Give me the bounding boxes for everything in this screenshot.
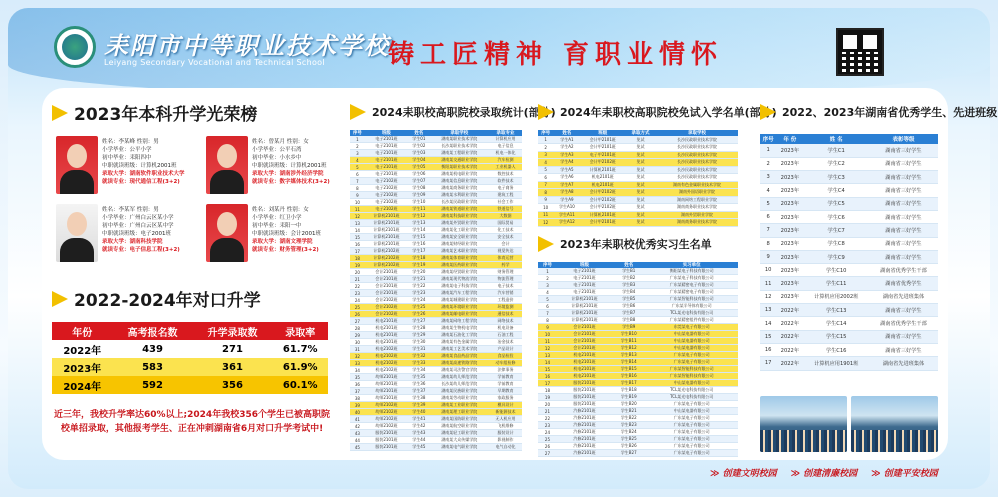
table-header-cell: 录取专业: [489, 130, 522, 136]
table-row: 14 2022年 学生C14 湖南省优秀学生干部: [760, 317, 938, 330]
table-row: 5 计算机2101班 学生B5 广东某智能科技有限公司: [538, 296, 738, 303]
flag-icon: [760, 104, 776, 120]
table-row: 4 2023年 学生C4 湖南省三好学生: [760, 184, 938, 197]
footer-slogan: ≫ 创建平安校园: [871, 466, 938, 479]
table-row: 23 会计2101班 学生23 湖南某汽车工程学院 汽车营销: [350, 290, 522, 297]
table-header-cell: 序号: [538, 262, 557, 268]
table-row: 7 电子2102班 学生07 湖南某信息职业学院 软件技术: [350, 178, 522, 185]
table-row: 39 幼师2102班 学生39 湖南某工业职业学院 模具设计: [350, 402, 522, 409]
group-photos: [760, 396, 938, 452]
table-row: 3 2023年 学生C3 湖南省三好学生: [760, 171, 938, 184]
school-logo: [54, 26, 96, 68]
student-photo: [206, 204, 248, 262]
table-row: 9 会计2101班 学生B9 东莞某电子有限公司: [538, 324, 738, 331]
exam-summary: 近三年，我校升学率达60%以上;2024年我校356个学生已被高职院校单招录取，其他报考学生、正在冲刺湖南省6月对口升学考试中!: [54, 410, 330, 434]
qr-code: [836, 28, 884, 76]
table-row: 3 电子2101班 学生B3 广东某精密电子有限公司: [538, 282, 738, 289]
exam-row: 2022年 439 271 61.7%: [52, 340, 328, 358]
table-row: 12 学生A12 会计甲2101班 免试 湖南商务职业技术学院: [538, 219, 738, 227]
table-row: 2 学生A2 会计甲2101班 免试 长沙民政职业技术学院: [538, 144, 738, 152]
student-info: 姓名：李某军 性别：男 小学毕业：广州白云区某小学 初中毕业：广州白云区某中学 中职就读班级：电子2001班 录取大学：湖南科技学院 就读专业：电子信息工程(3+2): [102, 207, 180, 253]
table-row: 15 2022年 学生C15 湖南省三好学生: [760, 330, 938, 343]
table-row: 6 计算机2101班 学生B6 广东某半导体有限公司: [538, 303, 738, 310]
table-row: 16 2022年 学生C16 湖南省三好学生: [760, 343, 938, 356]
table-row: 4 电子2101班 学生04 湖南某交通职业学院 汽车检测: [350, 157, 522, 164]
flag-icon: [52, 105, 68, 121]
table-row: 11 2023年 学生C11 湖南省优秀学生: [760, 277, 938, 290]
table-row: 3 学生A3 电子甲2101班 免试 长沙民政职业技术学院: [538, 151, 738, 159]
table-header-cell: 姓名: [408, 130, 430, 136]
table-row: 1 2023年 学生C1 湖南省三好学生: [760, 144, 938, 157]
table-row: 17 服装2101班 学生B17 中山某电器有限公司: [538, 380, 738, 387]
table-row: 21 会计2101班 学生21 湖南某现代物流学院 物流管理: [350, 276, 522, 283]
honors-table: [760, 134, 938, 371]
table-row: 28 机电2101班 学生28 湖南某生物机电学院 机电设备: [350, 325, 522, 332]
table-row: 10 学生A10 会计甲2102班 免试 湖南商务职业技术学院: [538, 204, 738, 212]
table-row: 11 会计2101班 学生B11 中山某电器有限公司: [538, 338, 738, 345]
table-row: 10 电子2102班 学生10 长沙某民政职业学院 社会工作: [350, 199, 522, 206]
table-row: 17 计算机2102班 学生17 湖南某艺术职业学院 视觉传达: [350, 248, 522, 255]
table-row: 1 电子2101班 学生B1 衡阳某电子科技有限公司: [538, 268, 738, 275]
table-row: 6 2023年 学生C6 湖南省三好学生: [760, 210, 938, 223]
table-row: 9 电子2102班 学生09 湖南某水利职业学院 建筑工程: [350, 192, 522, 199]
flag-icon: [538, 104, 554, 120]
flag-icon: [350, 104, 366, 120]
table-row: 2 2023年 学生C2 湖南省三好学生: [760, 157, 938, 170]
table-row: 4 电子2101班 学生B4 广东某精密电子有限公司: [538, 289, 738, 296]
flag-icon: [538, 236, 554, 252]
table-row: 12 2023年 计算机应用2002班 湖南省先进班集体: [760, 290, 938, 303]
slogan: 铸工匠精神 育职业情怀: [388, 40, 724, 70]
table-row: 17 2022年 计算机应用1901班 湖南省先进班集体: [760, 357, 938, 370]
table-row: 25 会计2102班 学生25 湖南某环境职业学院 环境监测: [350, 304, 522, 311]
table-row: 32 机电2102班 学生32 湖南某食品药品学院 食品检验: [350, 353, 522, 360]
table-row: 22 汽修2101班 学生B22 广东某电子有限公司: [538, 415, 738, 422]
student-info: 姓名：曾某月 性别：女 小学毕业：公平石湾 初中毕业：小水乡中 中职就读班级：计算机2001班 录取大学：湖南涉外经济学院 就读专业：数字媒体技术(3+2): [252, 139, 330, 185]
table-row: 19 计算机2102班 学生19 湖南某医药职业学院 药学: [350, 262, 522, 269]
table-row: 12 计算机2101班 学生12 湖南某科技职业学院 大数据: [350, 213, 522, 220]
table-header-cell: 序号: [538, 130, 553, 136]
group-photo: [851, 396, 938, 452]
group-photo: [760, 396, 847, 452]
student-info: 姓名：刘某丹 性别：女 小学毕业：红卫小学 初中毕业：耒阳一中 中职就读班级：会计2001班 录取大学：湖南文理学院 就读专业：财务管理(3+2): [252, 207, 321, 253]
admission-stats-title: 2024耒职校高职院校录取统计(部分): [350, 104, 556, 120]
footer-slogans: [710, 466, 938, 479]
table-row: 21 汽修2101班 学生B21 中山某电器有限公司: [538, 408, 738, 415]
intern-title: 2023年耒职校优秀实习生名单: [538, 236, 712, 252]
table-header-cell: 班级: [557, 262, 612, 268]
exam-header-cell: 录取率: [272, 322, 328, 340]
exam-title: 2022-2024年对口升学: [52, 286, 261, 311]
table-row: 9 2023年 学生C9 湖南省三好学生: [760, 250, 938, 263]
intern-table: [538, 262, 738, 457]
exemption-table: [538, 130, 738, 227]
table-row: 35 幼师2101班 学生35 湖南某幼儿师范学院 学前教育: [350, 374, 522, 381]
table-row: 6 电子2101班 学生06 湖南某机电职业学院 数控技术: [350, 171, 522, 178]
table-header-cell: 姓 名: [803, 134, 869, 144]
table-header-cell: 姓名: [612, 262, 645, 268]
table-row: 31 机电2102班 学生31 湖南某工艺美术学院 产品设计: [350, 346, 522, 353]
table-row: 25 汽修2101班 学生B25 广东某电子有限公司: [538, 436, 738, 443]
table-row: 16 机电2101班 学生B16 广东某智能科技有限公司: [538, 373, 738, 380]
table-header-cell: 实习单位: [645, 262, 738, 268]
table-row: 34 机电2102班 学生34 湖南某司法警官学院 法律事务: [350, 367, 522, 374]
exam-header-cell: 升学录取数: [193, 322, 273, 340]
table-row: 38 幼师2101班 学生38 湖南某劳动职业学院 家政服务: [350, 395, 522, 402]
table-row: 20 服装2101班 学生B20 广东某电子有限公司: [538, 401, 738, 408]
table-header-cell: 录取学校: [656, 130, 738, 136]
table-row: 8 电子2102班 学生08 湖南某商务职业学院 电子商务: [350, 185, 522, 192]
student-card: [56, 136, 196, 194]
table-row: 8 2023年 学生C8 湖南省三好学生: [760, 237, 938, 250]
exam-header-cell: 年份: [52, 322, 113, 340]
flag-icon: [52, 291, 68, 307]
table-row: 6 学生A6 机电2101班 免试 长沙民政职业技术学院: [538, 174, 738, 182]
table-row: 4 学生A4 会计甲2102班 免试 长沙民政职业技术学院: [538, 159, 738, 167]
table-row: 18 服装2101班 学生B18 TCL某光电科技有限公司: [538, 387, 738, 394]
table-row: 27 机电2101班 学生27 湖南某网络工程学院 网络技术: [350, 318, 522, 325]
table-header-cell: 姓名: [553, 130, 580, 136]
header: [0, 0, 998, 84]
table-row: 2 电子2101班 学生B2 广东某电子科技有限公司: [538, 275, 738, 282]
student-photo: [206, 136, 248, 194]
honors-title: 2022、2023年湖南省优秀学生、先进班级: [760, 104, 997, 120]
table-row: 7 学生A7 机电2101班 免试 湖南有色金属职业技术学院: [538, 181, 738, 189]
table-row: 11 电子2102班 学生11 湖南某铁道职业学院 铁道信号: [350, 206, 522, 213]
table-row: 40 幼师2102班 学生40 湖南某理工职业学院 新能源技术: [350, 409, 522, 416]
exam-row: 2023年 583 361 61.9%: [52, 358, 328, 376]
table-row: 24 会计2102班 学生24 湖南某城建职业学院 工程造价: [350, 297, 522, 304]
table-row: 1 电子2101班 学生01 湖南某职业技术学院 计算机应用: [350, 136, 522, 143]
table-row: 7 2023年 学生C7 湖南省三好学生: [760, 224, 938, 237]
table-header-cell: 表彰等级: [869, 134, 938, 144]
table-row: 14 计算机2101班 学生14 湖南某化工职业学院 化工技术: [350, 227, 522, 234]
student-card: [56, 204, 196, 262]
table-row: 5 2023年 学生C5 湖南省三好学生: [760, 197, 938, 210]
table-row: 10 2023年 学生C10 湖南省优秀学生干部: [760, 264, 938, 277]
table-row: 26 会计2102班 学生26 湖南某邮电职业学院 通信技术: [350, 311, 522, 318]
table-row: 20 会计2101班 学生20 湖南某经贸职业学院 财务管理: [350, 269, 522, 276]
table-header-cell: 录取学校: [430, 130, 489, 136]
table-header-cell: 序号: [760, 134, 776, 144]
table-header-cell: 班级: [580, 130, 625, 136]
table-row: 43 服装2101班 学生43 湖南某轻工职业学院 服装设计: [350, 430, 522, 437]
table-header-cell: 序号: [350, 130, 365, 136]
student-info: 姓名：李某峰 性别：男 小学毕业：公平小学 初中毕业：耒阳四中 中职就读班级：计算机2001班 录取大学：湖南软件职业技术大学 就读专业：现代通信工程(3+2): [102, 139, 185, 185]
table-row: 44 服装2101班 学生44 湖南某大众传媒学院 影视制作: [350, 437, 522, 444]
table-row: 12 会计2101班 学生B12 中山某电器有限公司: [538, 345, 738, 352]
table-header-cell: 年 份: [776, 134, 803, 144]
student-photo: [56, 136, 98, 194]
exam-header-cell: 高考报名数: [113, 322, 193, 340]
table-row: 27 汽修2101班 学生B27 广东某电子有限公司: [538, 450, 738, 457]
table-row: 41 幼师2102班 学生41 湖南某国防职业学院 无人机应用: [350, 416, 522, 423]
table-row: 5 电子2101班 学生05 衡阳某职业技术学院 工业机器人: [350, 164, 522, 171]
table-row: 33 机电2102班 学生33 湖南某高速铁路学院 动车组检修: [350, 360, 522, 367]
table-row: 13 机电2101班 学生B13 广东某电子有限公司: [538, 352, 738, 359]
school-name-english: Leiyang Secondary Vocational and Technical School: [104, 58, 325, 67]
table-row: 2 电子2101班 学生02 长沙某职业技术学院 电子信息: [350, 143, 522, 150]
honor-title: 2023年本科升学光荣榜: [52, 100, 257, 125]
table-row: 7 计算机2101班 学生B7 TCL某光电科技有限公司: [538, 310, 738, 317]
table-row: 23 汽修2101班 学生B23 广东某电子有限公司: [538, 422, 738, 429]
table-row: 24 汽修2101班 学生B24 广东某电子有限公司: [538, 429, 738, 436]
school-name: 耒阳市中等职业技术学校: [104, 31, 390, 60]
exam-table: [52, 322, 328, 394]
table-row: 15 机电2101班 学生B15 广东某智能科技有限公司: [538, 366, 738, 373]
table-row: 10 会计2101班 学生B10 中山某电器有限公司: [538, 331, 738, 338]
exemption-title: 2024年耒职校高职院校免试入学名单(部分): [538, 104, 777, 120]
table-header-cell: 班级: [365, 130, 408, 136]
table-row: 19 服装2101班 学生B19 TCL某光电科技有限公司: [538, 394, 738, 401]
student-photo: [56, 204, 98, 262]
table-row: 15 计算机2101班 学生15 湖南某安全职业学院 安全技术: [350, 234, 522, 241]
table-row: 45 服装2101班 学生45 湖南某电气职业学院 电气自动化: [350, 444, 522, 451]
table-row: 30 机电2101班 学生30 湖南某有色金属学院 冶金技术: [350, 339, 522, 346]
table-row: 29 机电2101班 学生29 湖南某石油化工学院 石油工程: [350, 332, 522, 339]
table-row: 26 汽修2101班 学生B26 广东某电子有限公司: [538, 443, 738, 450]
table-header-cell: 录取方式: [625, 130, 656, 136]
table-row: 18 计算机2102班 学生18 湖南某体育职业学院 体育运营: [350, 255, 522, 262]
table-row: 8 计算机2101班 学生B8 广东某精密组件有限公司: [538, 317, 738, 324]
table-row: 36 幼师2101班 学生36 长沙某幼儿师范学院 学前教育: [350, 381, 522, 388]
table-row: 42 幼师2102班 学生42 湖南某航空职业学院 飞机维修: [350, 423, 522, 430]
table-row: 14 机电2101班 学生B14 广东某电子有限公司: [538, 359, 738, 366]
table-row: 5 学生A5 计算机2101班 免试 长沙民政职业技术学院: [538, 166, 738, 174]
table-row: 37 幼师2101班 学生37 湖南某民族职业学院 早期教育: [350, 388, 522, 395]
student-card: [206, 204, 346, 262]
admission-stats-table: [350, 130, 522, 451]
footer-slogan: ≫ 创建清廉校园: [791, 466, 858, 479]
footer-slogan: ≫ 创建文明校园: [710, 466, 777, 479]
table-row: 13 2022年 学生C13 湖南省三好学生: [760, 304, 938, 317]
table-row: 9 学生A9 会计甲2102班 免试 湖南网络工程职业学院: [538, 196, 738, 204]
table-row: 11 学生A11 计算机2101班 免试 湖南外贸职业学院: [538, 211, 738, 219]
table-row: 8 学生A8 会计甲2102班 免试 湖南外国语职业学院: [538, 189, 738, 197]
student-card: [206, 136, 346, 194]
table-row: 3 电子2101班 学生03 湖南某工程职业学院 机电一体化: [350, 150, 522, 157]
table-row: 16 计算机2101班 学生16 湖南某财经职业学院 会计: [350, 241, 522, 248]
table-row: 13 计算机2101班 学生13 湖南某外贸职业学院 国际贸易: [350, 220, 522, 227]
exam-row: 2024年 592 356 60.1%: [52, 376, 328, 394]
table-row: 22 会计2101班 学生22 湖南某电子科技学院 电子技术: [350, 283, 522, 290]
table-row: 1 学生A1 会计甲2101班 免试 长沙民政职业技术学院: [538, 136, 738, 144]
